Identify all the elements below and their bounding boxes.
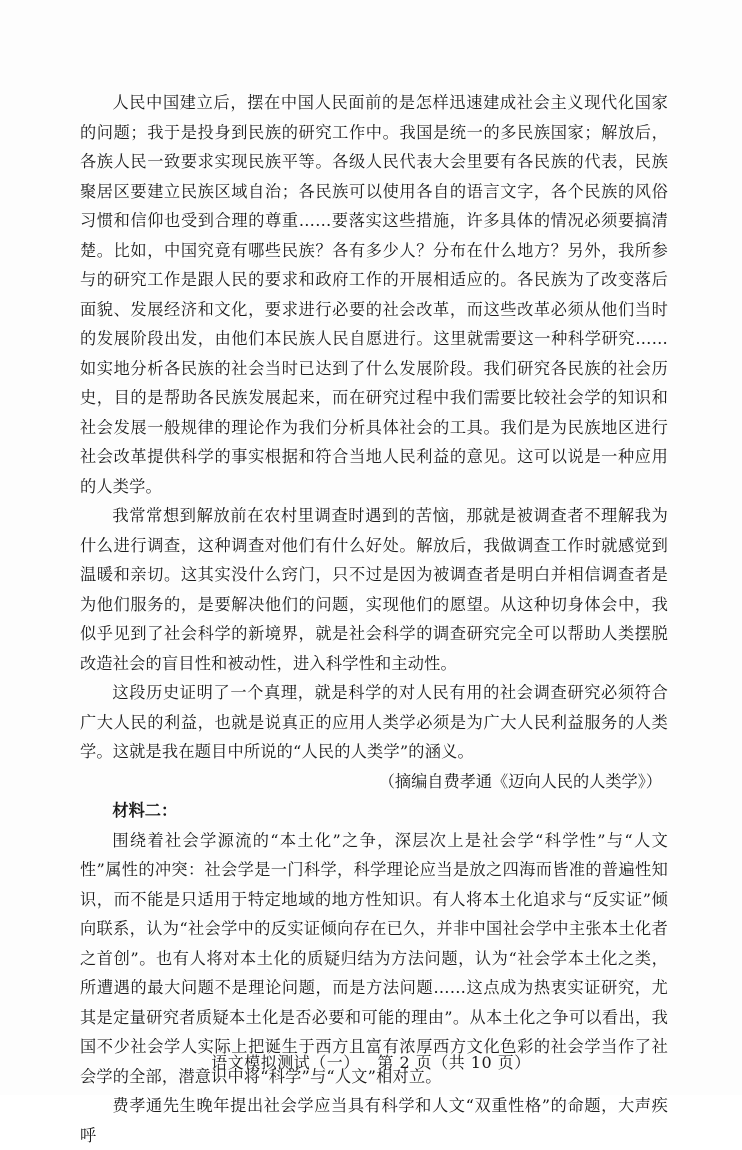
page-number: 第 2 页（共 10 页） <box>377 1053 531 1072</box>
material-two-heading: 材料二： <box>112 801 178 820</box>
page-content <box>80 88 668 1150</box>
paragraph-1: 人民中国建立后，摆在中国人民面前的是怎样迅速建成社会主义现代化国家的问题；我于是投身到民族的研究工作中。我国是统一的多民族国家；解放后，各族人民一致要求实现民族平等。各级人民代表大会里要有各民族的代表，民族聚居区要建立民族区域自治；各民族可以使用各自的语言文字，各个民族的风俗习惯和信仰也受到合理的尊重……要落实这些措施，许多具体的情况必须要搞清楚。比如，中国究竟有哪些民族？各有多少人？分布在什么地方？另外，我所参与的研究工作是跟人民的要求和政府工作的开展相适应的。各民族为了改变落后面貌、发展经济和文化，要求进行必要的社会改革，而这些改革必须从他们当时的发展阶段出发，由他们本民族人民自愿进行。这里就需要这一种科学研究……如实地分析各民族的社会当时已达到了什么发展阶段。我们研究各民族的社会历史，目的是帮助各民族发展起来，而在研究过程中我们需要比较社会学的知识和社会发展一般规律的理论作为我们分析具体社会的工具。我们是为民族地区进行社会改革提供科学的事实根据和符合当地人民利益的意见。这可以说是一种应用的人类学。 <box>80 93 668 496</box>
paragraph-3: 这段历史证明了一个真理，就是科学的对人民有用的社会调查研究必须符合广大人民的利益，也就是说真正的应用人类学必须是为广大人民利益服务的人类学。这就是我在题目中所说的“人民的人类学”的涵义。 <box>80 683 668 761</box>
paragraph-2: 我常常想到解放前在农村里调查时遇到的苦恼，那就是被调查者不理解我为什么进行调查，这种调查对他们有什么好处。解放后，我做调查工作时就感觉到温暖和亲切。这其实没什么窍门，只不过是因为被调查者是明白并相信调查者是为他们服务的，是要解决他们的问题，实现他们的愿望。从这种切身体会中，我似乎见到了社会科学的新境界，就是社会科学的调查研究完全可以帮助人类摆脱改造社会的盲目性和被动性，进入科学性和主动性。 <box>80 506 668 673</box>
exam-title: 语文模拟测试（一） <box>211 1053 360 1072</box>
paragraph-5: 费孝通先生晚年提出社会学应当具有科学和人文“双重性格”的命题，大声疾呼 <box>80 1096 668 1145</box>
source-citation: （摘编自费孝通《迈向人民的人类学》） <box>378 771 662 791</box>
paragraph-4: 围绕着社会学源流的“本土化”之争，深层次上是社会学“科学性”与“人文性”属性的冲突：社会学是一门科学，科学理论应当是放之四海而皆准的普遍性知识，而不能是只适用于特定地域的地方性知识。有人将本土化追求与“反实证”倾向联系，认为“社会学中的反实证倾向存在已久，并非中国社会学中主张本土化者之首创”。也有人将对本土化的质疑归结为方法问题，认为“社会学本土化之类，所遭遇的最大问题不是理论问题，而是方法问题……这点成为热衷实证研究，尤其是定量研究者质疑本土化是否必要和可能的理由”。从本土化之争可以看出，我国不少社会学人实际上把诞生于西方且富有浓厚西方文化色彩的社会学当作了社会学的全部，潜意识中将“科学”与“人文”相对立。 <box>80 830 668 1086</box>
page-footer <box>0 1052 742 1074</box>
